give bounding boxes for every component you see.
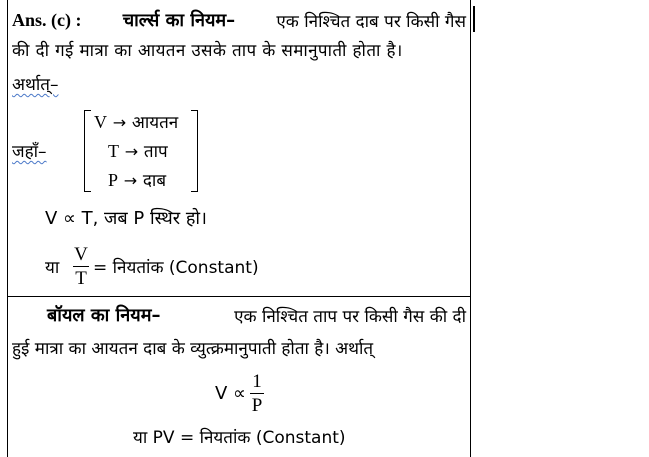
- matrix-row-temperature: [108, 142, 168, 161]
- charles-line-2: की दी गई मात्रा का आयतन उसके ताप के समानुपाती होता है।: [12, 41, 403, 61]
- matrix-right-bracket: [191, 110, 198, 192]
- jahan-label: जहाँ–: [12, 142, 47, 162]
- arthat-label: अर्थात्–: [12, 75, 59, 95]
- boyle-law-title: बॉयल का नियम–: [47, 305, 161, 326]
- meaning-temperature: ताप: [143, 142, 168, 162]
- boyle-final-equation: या PV = नियतांक (Constant): [133, 428, 346, 448]
- charles-line-1-text: एक निश्चित दाब पर किसी गैस: [276, 11, 466, 32]
- fraction-denominator: T: [75, 268, 87, 289]
- arrow-right-icon: →: [112, 113, 127, 132]
- symbol-matrix: [84, 110, 198, 192]
- symbol-t: T: [108, 141, 119, 161]
- meaning-volume: आयतन: [131, 113, 179, 133]
- fraction-numerator: V: [74, 244, 88, 265]
- arrow-right-icon: →: [124, 142, 139, 161]
- fraction-bar: [250, 393, 264, 394]
- row-divider: [7, 296, 471, 297]
- fraction-numerator: 1: [252, 371, 262, 392]
- boyle-proportion: V ∝: [215, 383, 246, 404]
- boyle-line-1-text: एक निश्चित ताप पर किसी गैस की दी: [234, 306, 466, 327]
- fraction-one-over-p: [250, 372, 264, 415]
- answer-label: Ans. (c) :: [12, 9, 82, 30]
- matrix-row-volume: [94, 113, 178, 132]
- boyle-line-2: हुई मात्रा का आयतन दाब के व्युत्क्रमानुपाती होता है। अर्थात्: [12, 339, 374, 359]
- right-border: [470, 0, 471, 457]
- charles-relation: V ∝ T, जब P स्थिर हो।: [45, 208, 207, 229]
- meaning-pressure: दाब: [142, 171, 167, 191]
- boyle-line-1: [47, 303, 466, 327]
- arrow-right-icon: →: [123, 171, 138, 190]
- fraction-v-over-t: [73, 245, 89, 288]
- left-border: [7, 0, 8, 457]
- charles-constant: = नियतांक (Constant): [93, 258, 259, 278]
- charles-law-title: चार्ल्स का नियम–: [122, 10, 236, 31]
- top-cursor-bar: [473, 6, 475, 32]
- matrix-row-pressure: [108, 171, 166, 190]
- fraction-denominator: P: [251, 395, 263, 416]
- symbol-p: P: [108, 170, 119, 190]
- matrix-left-bracket: [84, 110, 91, 192]
- charles-ya: या: [45, 258, 60, 278]
- charles-line-1: [12, 8, 466, 32]
- symbol-v: V: [94, 112, 107, 132]
- fraction-bar: [73, 266, 89, 267]
